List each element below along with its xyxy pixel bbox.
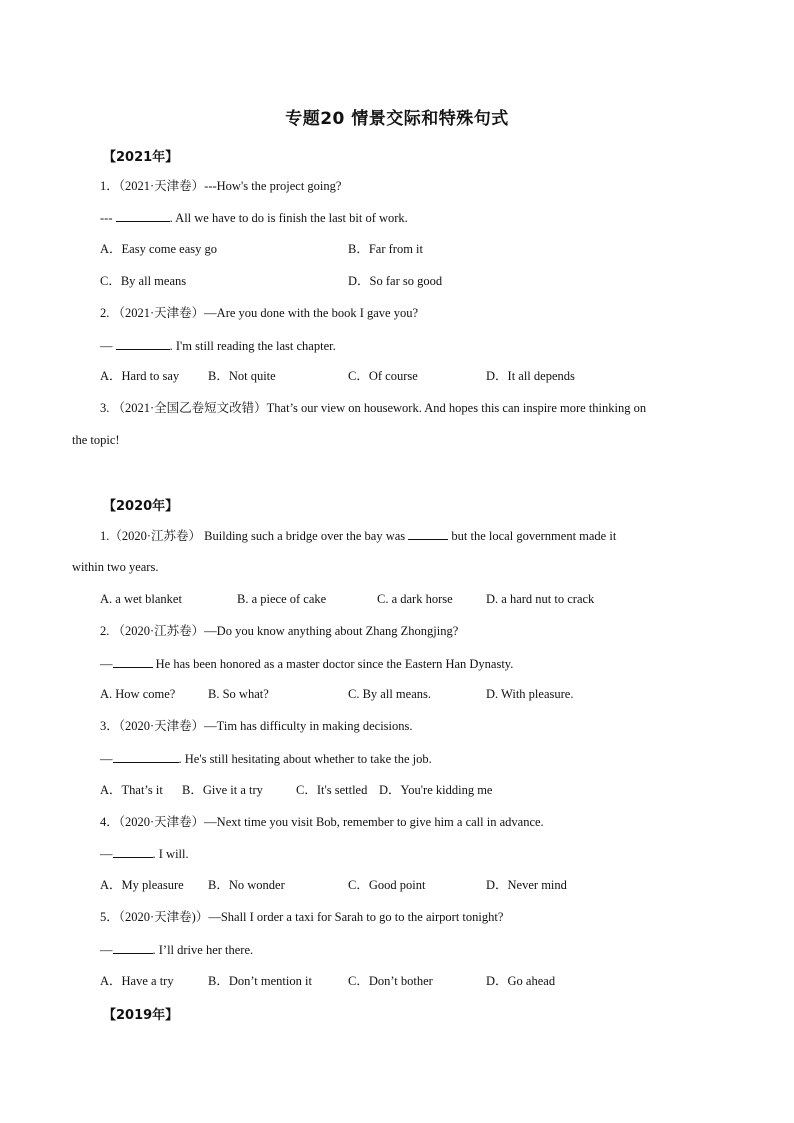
- q2021-1-option-c: C．By all means: [100, 274, 187, 288]
- q2020-1-line2: within two years.: [72, 560, 159, 574]
- answer-blank: [113, 750, 179, 763]
- answer-blank: [116, 209, 170, 222]
- q2020-2-reply: [100, 655, 513, 672]
- answer-blank: [408, 527, 448, 540]
- q2020-2-stem: 2. （2020·江苏卷）—Do you know anything about Zhang Zhongjing?: [100, 624, 459, 638]
- q2020-3-option-d: D．You're kidding me: [379, 783, 493, 797]
- reply-prefix: ---: [100, 211, 116, 225]
- q2020-3-option-b: B．Give it a try: [182, 783, 263, 797]
- q2020-2-option-d: D. With pleasure.: [486, 687, 574, 701]
- q2021-2-option-a: A．Hard to say: [100, 369, 180, 383]
- q2020-5-option-c: C．Don’t bother: [348, 974, 433, 988]
- q2020-3-stem: 3．（2020·天津卷）—Tim has difficulty in making decisions.: [100, 719, 413, 733]
- q2020-4-option-a: A．My pleasure: [100, 878, 184, 892]
- q2021-2-stem: 2. （2021·天津卷）—Are you done with the book I gave you?: [100, 306, 418, 320]
- q2021-1-option-a: A．Easy come easy go: [100, 242, 217, 256]
- q2021-3-line2: the topic!: [72, 433, 120, 447]
- page-title: 专题20 情景交际和特殊句式: [285, 109, 509, 129]
- q2020-4-stem: 4．（2020·天津卷）—Next time you visit Bob, remember to give him a call in advance.: [100, 815, 544, 829]
- reply-suffix: . I will.: [152, 847, 189, 861]
- q2021-1-option-b: B．Far from it: [348, 242, 423, 256]
- q2020-5-option-a: A．Have a try: [100, 974, 174, 988]
- reply-suffix: He has been honored as a master doctor since the Eastern Han Dynasty.: [152, 657, 514, 671]
- q2020-4-option-c: C．Good point: [348, 878, 426, 892]
- q2020-3-option-c: C．It's settled: [296, 783, 368, 797]
- section-heading-2021: 【2021年】: [103, 150, 179, 165]
- reply-suffix: . All we have to do is finish the last bit of work.: [169, 211, 408, 225]
- answer-blank: [116, 337, 170, 350]
- answer-blank: [113, 941, 153, 954]
- stem-suffix: but the local government made it: [448, 529, 617, 543]
- q2021-2-option-b: B．Not quite: [208, 369, 276, 383]
- q2020-2-option-c: C. By all means.: [348, 687, 431, 701]
- reply-suffix: . I'm still reading the last chapter.: [169, 339, 336, 353]
- answer-blank: [113, 845, 153, 858]
- answer-blank: [113, 655, 153, 668]
- q2020-2-option-a: A. How come?: [100, 687, 176, 701]
- section-heading-2020: 【2020年】: [103, 499, 179, 514]
- q2020-1-option-c: C. a dark horse: [377, 592, 453, 606]
- q2020-1-option-a: A. a wet blanket: [100, 592, 182, 606]
- q2020-4-option-d: D．Never mind: [486, 878, 567, 892]
- q2021-2-option-d: D．It all depends: [486, 369, 575, 383]
- q2020-5-stem: 5．（2020·天津卷)）—Shall I order a taxi for Sarah to go to the airport tonight?: [100, 910, 504, 924]
- reply-prefix: —: [100, 657, 113, 671]
- q2020-5-reply: [100, 941, 253, 958]
- q2021-1-stem: 1．（2021·天津卷）---How's the project going?: [100, 179, 342, 193]
- q2021-1-option-d: D．So far so good: [348, 274, 443, 288]
- q2020-5-option-d: D．Go ahead: [486, 974, 556, 988]
- q2020-3-option-a: A．That’s it: [100, 783, 163, 797]
- q2020-3-reply: [100, 750, 432, 767]
- q2020-4-reply: [100, 845, 189, 862]
- stem-prefix: 1.（2020·江苏卷） Building such a bridge over the bay was: [100, 529, 409, 543]
- q2020-1-line1: [100, 527, 616, 544]
- reply-suffix: . He's still hesitating about whether to take the job.: [178, 752, 432, 766]
- q2021-2-option-c: C．Of course: [348, 369, 418, 383]
- q2021-1-reply: [100, 209, 408, 226]
- q2020-5-option-b: B．Don’t mention it: [208, 974, 312, 988]
- section-heading-2019: 【2019年】: [103, 1008, 179, 1023]
- q2020-1-option-d: D. a hard nut to crack: [486, 592, 595, 606]
- q2020-1-option-b: B. a piece of cake: [237, 592, 327, 606]
- q2020-4-option-b: B．No wonder: [208, 878, 285, 892]
- reply-suffix: . I’ll drive her there.: [152, 943, 254, 957]
- q2020-2-option-b: B. So what?: [208, 687, 269, 701]
- q2021-3-line1: 3. （2021·全国乙卷短文改错）That’s our view on housework. And hopes this can inspire more thinking on: [100, 401, 647, 415]
- reply-prefix: —: [100, 847, 113, 861]
- reply-prefix: —: [100, 943, 113, 957]
- reply-prefix: —: [100, 752, 113, 766]
- q2021-2-reply: [100, 337, 336, 354]
- reply-prefix: —: [100, 339, 116, 353]
